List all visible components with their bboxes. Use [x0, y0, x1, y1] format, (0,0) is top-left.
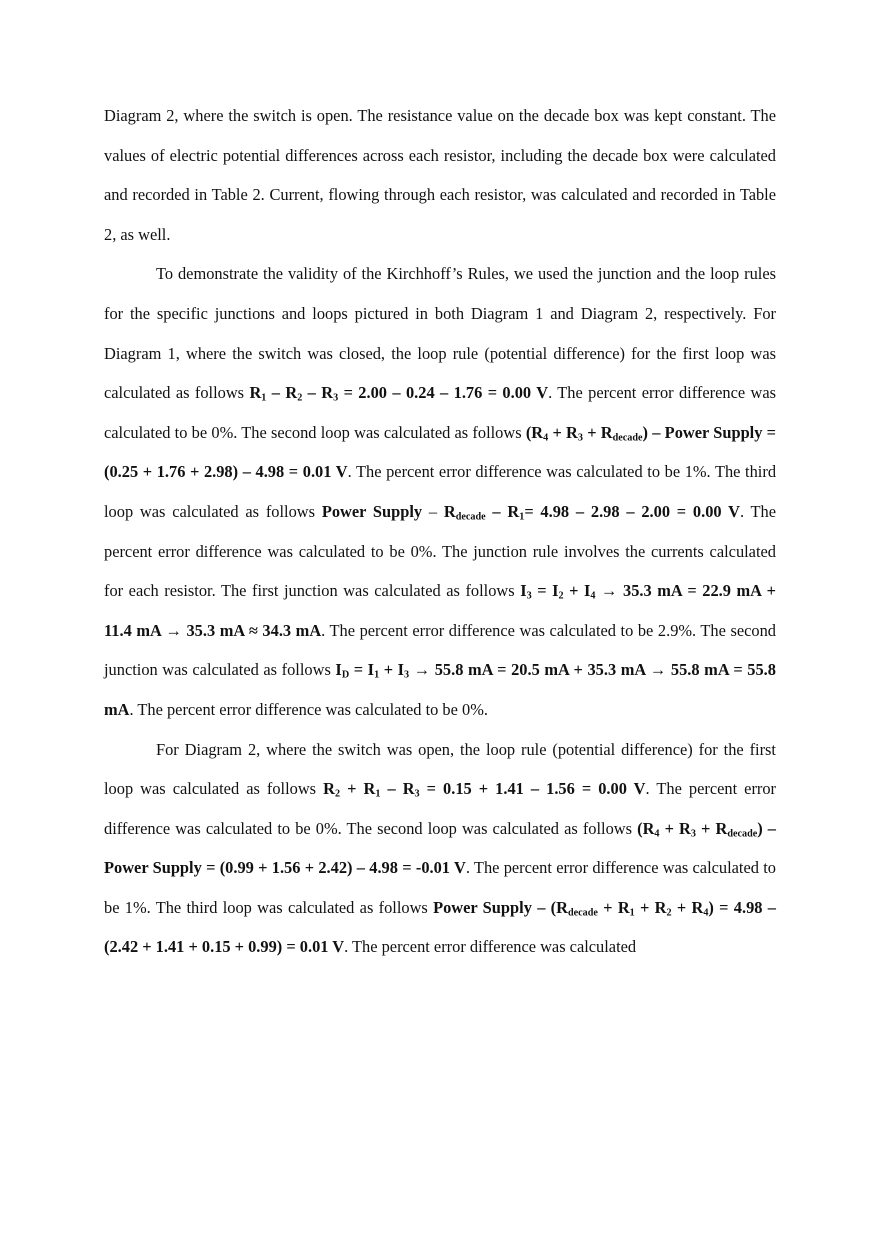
subscript: 1 [519, 511, 525, 523]
bold-text: I [335, 660, 342, 680]
subscript: 2 [334, 788, 341, 800]
subscript: 4 [543, 432, 549, 444]
subscript: 1 [629, 907, 635, 919]
subscript: 3 [333, 392, 339, 404]
subscript: decade [455, 511, 486, 523]
subscript: 2 [558, 590, 564, 602]
bold-text: + R [695, 818, 728, 838]
bold-text: + R [659, 818, 691, 838]
bold-text: – R [302, 383, 334, 403]
subscript: 1 [261, 392, 267, 404]
text-run: . The percent error difference was calculated to be 1%. The third loop was calculated as follows [104, 858, 776, 917]
text-run: – [422, 501, 444, 521]
bold-text: + R [548, 422, 578, 442]
bold-text: (R [525, 422, 544, 442]
subscript: decade [567, 907, 598, 919]
bold-text: = 2.00 – 0.24 – 1.76 = 0.00 V [338, 383, 549, 403]
bold-text: → 55.8 mA = 20.5 mA + 35.3 mA → 55.8 mA = 55.8 mA [104, 660, 776, 719]
paragraph [104, 730, 776, 968]
text-run: . The percent error difference was calculated to be 0%. The second loop was calculated as follows [104, 779, 777, 838]
text-run: . The percent error difference was calculated to be 0%. The junction rule involves the currents calculated for each resistor. The first junction was calculated as follows [104, 501, 777, 601]
bold-text: + I [563, 581, 591, 601]
subscript: decade [727, 828, 758, 840]
subscript: 1 [375, 788, 381, 800]
bold-text [568, 898, 598, 917]
bold-text: – R [380, 779, 415, 799]
subscript: 4 [654, 828, 660, 840]
subscript: 2 [297, 392, 303, 404]
bold-text: = 0.15 + 1.41 – 1.56 = 0.00 V [419, 779, 646, 799]
subscript: 3 [404, 669, 410, 681]
text-run: . The percent error difference was calculated to be 0%. [129, 699, 488, 719]
subscript: D [341, 669, 350, 681]
bold-text: + I [379, 660, 405, 680]
subscript: 3 [414, 788, 420, 800]
bold-text: → 35.3 mA = 22.9 mA + 11.4 mA → 35.3 mA ≈ 34.3 mA [104, 581, 777, 640]
text-run: . The percent error difference was calculated to be 2.9%. The second junction was calculated as follows [104, 620, 776, 680]
subscript: 4 [590, 590, 596, 602]
subscript: 3 [526, 590, 532, 602]
text-run: . The percent error difference was calculated [344, 937, 637, 957]
bold-text: = I [349, 660, 375, 680]
text-run: . The percent error difference was calculated to be 1%. The third loop was calculated as follows [104, 462, 777, 521]
subscript: 2 [666, 907, 672, 919]
bold-text: ) = 4.98 – (2.42 + 1.41 + 0.15 + 0.99) = 0.01 V [104, 897, 776, 957]
bold-text: I [520, 581, 527, 601]
paragraph [104, 254, 776, 729]
bold-text: R [249, 383, 262, 403]
text-run: Diagram 2, where the switch is open. The resistance value on the decade box was kept constant. The values of electric potential differences across each resistor, including the decade box were calculated and recorded in Table 2. Current, flowing through each resistor, was calculated and recorded in Table 2, as well. [104, 106, 776, 244]
bold-text: + R [340, 779, 376, 799]
text-run: To demonstrate the validity of the Kirchhoff’s Rules, we used the junction and the loop rules for the specific junctions and loops pictured in both Diagram 1 and Diagram 2, respectively. For Diagram 1, where the switch was closed, the loop rule (potential difference) for the first loop was calculated as follows [104, 264, 776, 403]
bold-text [613, 423, 643, 442]
subscript: 3 [577, 432, 583, 444]
paragraph [104, 96, 776, 254]
bold-text: + R [582, 422, 613, 442]
subscript: 4 [703, 907, 709, 919]
bold-text: ) – Power Supply = (0.25 + 1.76 + 2.98) – 4.98 = 0.01 V [104, 422, 777, 482]
bold-text: ) – Power Supply = (0.99 + 1.56 + 2.42) – 4.98 = -0.01 V [104, 818, 777, 878]
bold-text: Power Supply [321, 501, 423, 521]
bold-text [456, 502, 486, 521]
bold-text: = I [531, 581, 559, 601]
bold-text: + R [597, 897, 630, 917]
subscript: 1 [374, 669, 380, 681]
text-run: . The percent error difference was calculated to be 0%. The second loop was calculated as follows [104, 383, 776, 442]
subscript: decade [612, 432, 643, 444]
text-run: For Diagram 2, where the switch was open, the loop rule (potential difference) for the first loop was calculated as follows [104, 739, 776, 799]
document-body [104, 96, 776, 967]
bold-text: = 4.98 – 2.98 – 2.00 = 0.00 V [524, 501, 740, 521]
bold-text: + R [634, 897, 667, 917]
bold-text [727, 819, 757, 838]
bold-text: R [323, 779, 335, 799]
bold-text: R [443, 501, 456, 521]
bold-text: + R [671, 897, 704, 917]
bold-text: – R [485, 501, 520, 521]
bold-text: – R [266, 383, 298, 403]
bold-text: Power Supply – (R [433, 897, 568, 917]
subscript: 3 [690, 828, 696, 840]
bold-text: (R [637, 818, 655, 838]
